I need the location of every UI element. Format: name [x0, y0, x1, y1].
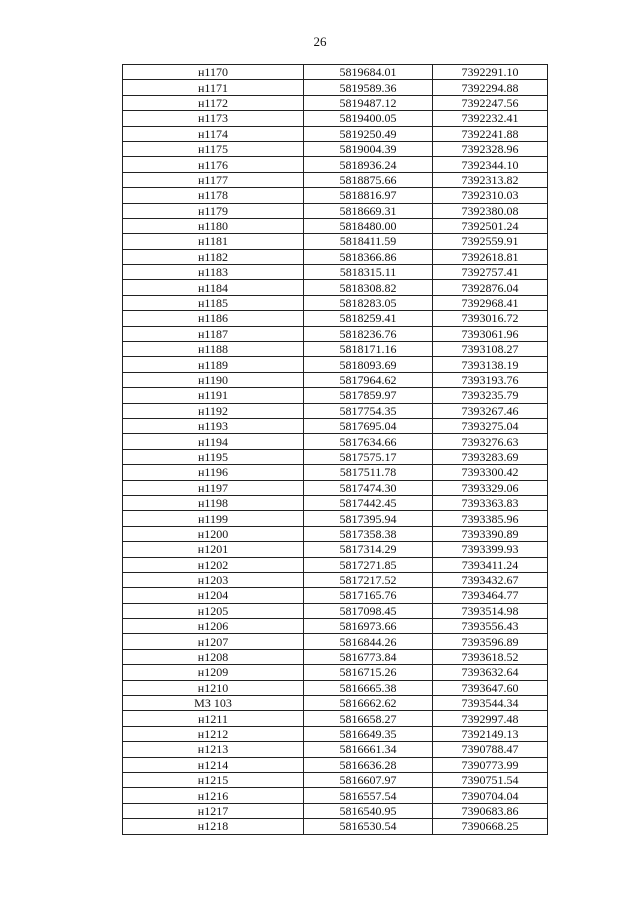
table-row: [123, 326, 548, 341]
y-coordinate-cell: 7392232.41: [433, 111, 548, 126]
x-coordinate-cell: 5817859.97: [304, 388, 433, 403]
table-row: [123, 726, 548, 741]
table-row: [123, 511, 548, 526]
x-coordinate-cell: 5818171.16: [304, 342, 433, 357]
y-coordinate-cell: 7392757.41: [433, 265, 548, 280]
table-row: [123, 65, 548, 80]
x-coordinate-cell: 5819004.39: [304, 141, 433, 156]
x-coordinate-cell: 5817511.78: [304, 465, 433, 480]
y-coordinate-cell: 7392968.41: [433, 295, 548, 310]
table-row: [123, 526, 548, 541]
table-row: [123, 141, 548, 156]
x-coordinate-cell: 5816773.84: [304, 649, 433, 664]
point-id-cell: н1212: [123, 726, 304, 741]
y-coordinate-cell: 7393411.24: [433, 557, 548, 572]
x-coordinate-cell: 5819250.49: [304, 126, 433, 141]
x-coordinate-cell: 5816844.26: [304, 634, 433, 649]
point-id-cell: н1191: [123, 388, 304, 403]
y-coordinate-cell: 7393193.76: [433, 372, 548, 387]
point-id-cell: н1204: [123, 588, 304, 603]
table-row: [123, 603, 548, 618]
point-id-cell: н1178: [123, 188, 304, 203]
table-row: [123, 588, 548, 603]
point-id-cell: н1172: [123, 95, 304, 110]
y-coordinate-cell: 7392313.82: [433, 172, 548, 187]
y-coordinate-cell: 7392310.03: [433, 188, 548, 203]
table-row: [123, 342, 548, 357]
y-coordinate-cell: 7390773.99: [433, 757, 548, 772]
point-id-cell: н1197: [123, 480, 304, 495]
x-coordinate-cell: 5816557.54: [304, 788, 433, 803]
x-coordinate-cell: 5818936.24: [304, 157, 433, 172]
point-id-cell: н1206: [123, 619, 304, 634]
table-row: [123, 619, 548, 634]
x-coordinate-cell: 5816658.27: [304, 711, 433, 726]
x-coordinate-cell: 5818411.59: [304, 234, 433, 249]
y-coordinate-cell: 7393544.34: [433, 696, 548, 711]
table-row: [123, 249, 548, 264]
table-row: [123, 757, 548, 772]
point-id-cell: н1174: [123, 126, 304, 141]
y-coordinate-cell: 7393514.98: [433, 603, 548, 618]
point-id-cell: н1183: [123, 265, 304, 280]
y-coordinate-cell: 7392247.56: [433, 95, 548, 110]
table-row: [123, 696, 548, 711]
x-coordinate-cell: 5816715.26: [304, 665, 433, 680]
x-coordinate-cell: 5818236.76: [304, 326, 433, 341]
table-row: [123, 280, 548, 295]
y-coordinate-cell: 7393363.83: [433, 495, 548, 510]
table-row: [123, 680, 548, 695]
table-row: [123, 788, 548, 803]
point-id-cell: МЗ 103: [123, 696, 304, 711]
table-row: [123, 434, 548, 449]
y-coordinate-cell: 7393390.89: [433, 526, 548, 541]
table-row: [123, 418, 548, 433]
x-coordinate-cell: 5816662.62: [304, 696, 433, 711]
table-row: [123, 388, 548, 403]
coordinates-table-body: [123, 65, 548, 835]
y-coordinate-cell: 7393283.69: [433, 449, 548, 464]
y-coordinate-cell: 7393267.46: [433, 403, 548, 418]
x-coordinate-cell: 5817634.66: [304, 434, 433, 449]
x-coordinate-cell: 5818093.69: [304, 357, 433, 372]
point-id-cell: н1176: [123, 157, 304, 172]
x-coordinate-cell: 5817098.45: [304, 603, 433, 618]
table-row: [123, 480, 548, 495]
table-row: [123, 80, 548, 95]
y-coordinate-cell: 7390683.86: [433, 803, 548, 818]
table-row: [123, 95, 548, 110]
y-coordinate-cell: 7390751.54: [433, 772, 548, 787]
table-row: [123, 711, 548, 726]
table-row: [123, 295, 548, 310]
y-coordinate-cell: 7392328.96: [433, 141, 548, 156]
x-coordinate-cell: 5817395.94: [304, 511, 433, 526]
table-row: [123, 772, 548, 787]
x-coordinate-cell: 5818875.66: [304, 172, 433, 187]
y-coordinate-cell: 7393061.96: [433, 326, 548, 341]
table-row: [123, 449, 548, 464]
table-row: [123, 188, 548, 203]
y-coordinate-cell: 7392997.48: [433, 711, 548, 726]
table-row: [123, 803, 548, 818]
table-row: [123, 218, 548, 233]
point-id-cell: н1177: [123, 172, 304, 187]
x-coordinate-cell: 5819589.36: [304, 80, 433, 95]
x-coordinate-cell: 5817442.45: [304, 495, 433, 510]
x-coordinate-cell: 5817314.29: [304, 542, 433, 557]
point-id-cell: н1200: [123, 526, 304, 541]
x-coordinate-cell: 5818283.05: [304, 295, 433, 310]
y-coordinate-cell: 7393556.43: [433, 619, 548, 634]
point-id-cell: н1213: [123, 742, 304, 757]
x-coordinate-cell: 5816540.95: [304, 803, 433, 818]
point-id-cell: н1188: [123, 342, 304, 357]
y-coordinate-cell: 7392559.91: [433, 234, 548, 249]
x-coordinate-cell: 5816636.28: [304, 757, 433, 772]
table-row: [123, 111, 548, 126]
point-id-cell: н1199: [123, 511, 304, 526]
y-coordinate-cell: 7392501.24: [433, 218, 548, 233]
y-coordinate-cell: 7393300.42: [433, 465, 548, 480]
point-id-cell: н1210: [123, 680, 304, 695]
y-coordinate-cell: 7390788.47: [433, 742, 548, 757]
x-coordinate-cell: 5818259.41: [304, 311, 433, 326]
x-coordinate-cell: 5818669.31: [304, 203, 433, 218]
x-coordinate-cell: 5816649.35: [304, 726, 433, 741]
table-row: [123, 357, 548, 372]
y-coordinate-cell: 7392618.81: [433, 249, 548, 264]
point-id-cell: н1218: [123, 819, 304, 834]
x-coordinate-cell: 5817964.62: [304, 372, 433, 387]
table-row: [123, 572, 548, 587]
x-coordinate-cell: 5818366.86: [304, 249, 433, 264]
point-id-cell: н1196: [123, 465, 304, 480]
x-coordinate-cell: 5817271.85: [304, 557, 433, 572]
point-id-cell: н1207: [123, 634, 304, 649]
y-coordinate-cell: 7392241.88: [433, 126, 548, 141]
y-coordinate-cell: 7393647.60: [433, 680, 548, 695]
x-coordinate-cell: 5818816.97: [304, 188, 433, 203]
point-id-cell: н1182: [123, 249, 304, 264]
y-coordinate-cell: 7393632.64: [433, 665, 548, 680]
page-number: 26: [313, 34, 327, 49]
y-coordinate-cell: 7393276.63: [433, 434, 548, 449]
x-coordinate-cell: 5816661.34: [304, 742, 433, 757]
point-id-cell: н1217: [123, 803, 304, 818]
y-coordinate-cell: 7393464.77: [433, 588, 548, 603]
point-id-cell: н1215: [123, 772, 304, 787]
point-id-cell: н1214: [123, 757, 304, 772]
table-row: [123, 311, 548, 326]
table-row: [123, 819, 548, 834]
x-coordinate-cell: 5816607.97: [304, 772, 433, 787]
point-id-cell: н1203: [123, 572, 304, 587]
x-coordinate-cell: 5817165.76: [304, 588, 433, 603]
point-id-cell: н1185: [123, 295, 304, 310]
y-coordinate-cell: 7392344.10: [433, 157, 548, 172]
point-id-cell: н1201: [123, 542, 304, 557]
table-row: [123, 649, 548, 664]
table-row: [123, 742, 548, 757]
x-coordinate-cell: 5817358.38: [304, 526, 433, 541]
point-id-cell: н1209: [123, 665, 304, 680]
coordinates-table: [122, 64, 548, 835]
point-id-cell: н1184: [123, 280, 304, 295]
point-id-cell: н1180: [123, 218, 304, 233]
x-coordinate-cell: 5817474.30: [304, 480, 433, 495]
point-id-cell: н1195: [123, 449, 304, 464]
table-row: [123, 126, 548, 141]
point-id-cell: н1205: [123, 603, 304, 618]
y-coordinate-cell: 7393016.72: [433, 311, 548, 326]
table-row: [123, 203, 548, 218]
y-coordinate-cell: 7392291.10: [433, 65, 548, 80]
y-coordinate-cell: 7393618.52: [433, 649, 548, 664]
table-row: [123, 542, 548, 557]
x-coordinate-cell: 5819400.05: [304, 111, 433, 126]
point-id-cell: н1186: [123, 311, 304, 326]
y-coordinate-cell: 7393275.04: [433, 418, 548, 433]
x-coordinate-cell: 5817754.35: [304, 403, 433, 418]
y-coordinate-cell: 7393596.89: [433, 634, 548, 649]
table-row: [123, 557, 548, 572]
point-id-cell: н1173: [123, 111, 304, 126]
table-row: [123, 634, 548, 649]
x-coordinate-cell: 5816665.38: [304, 680, 433, 695]
point-id-cell: н1216: [123, 788, 304, 803]
y-coordinate-cell: 7392149.13: [433, 726, 548, 741]
x-coordinate-cell: 5817575.17: [304, 449, 433, 464]
point-id-cell: н1187: [123, 326, 304, 341]
x-coordinate-cell: 5817217.52: [304, 572, 433, 587]
y-coordinate-cell: 7393432.67: [433, 572, 548, 587]
y-coordinate-cell: 7393329.06: [433, 480, 548, 495]
table-row: [123, 495, 548, 510]
point-id-cell: н1175: [123, 141, 304, 156]
table-row: [123, 157, 548, 172]
x-coordinate-cell: 5818480.00: [304, 218, 433, 233]
point-id-cell: н1189: [123, 357, 304, 372]
table-row: [123, 403, 548, 418]
point-id-cell: н1211: [123, 711, 304, 726]
x-coordinate-cell: 5819684.01: [304, 65, 433, 80]
table-row: [123, 665, 548, 680]
y-coordinate-cell: 7393399.93: [433, 542, 548, 557]
point-id-cell: н1190: [123, 372, 304, 387]
y-coordinate-cell: 7390704.04: [433, 788, 548, 803]
y-coordinate-cell: 7393235.79: [433, 388, 548, 403]
x-coordinate-cell: 5819487.12: [304, 95, 433, 110]
y-coordinate-cell: 7392380.08: [433, 203, 548, 218]
point-id-cell: н1194: [123, 434, 304, 449]
point-id-cell: н1208: [123, 649, 304, 664]
y-coordinate-cell: 7392876.04: [433, 280, 548, 295]
y-coordinate-cell: 7393385.96: [433, 511, 548, 526]
point-id-cell: н1192: [123, 403, 304, 418]
point-id-cell: н1193: [123, 418, 304, 433]
y-coordinate-cell: 7392294.88: [433, 80, 548, 95]
x-coordinate-cell: 5818315.11: [304, 265, 433, 280]
point-id-cell: н1171: [123, 80, 304, 95]
point-id-cell: н1198: [123, 495, 304, 510]
table-row: [123, 172, 548, 187]
point-id-cell: н1202: [123, 557, 304, 572]
x-coordinate-cell: 5816973.66: [304, 619, 433, 634]
table-row: [123, 234, 548, 249]
y-coordinate-cell: 7390668.25: [433, 819, 548, 834]
x-coordinate-cell: 5817695.04: [304, 418, 433, 433]
x-coordinate-cell: 5818308.82: [304, 280, 433, 295]
point-id-cell: н1179: [123, 203, 304, 218]
y-coordinate-cell: 7393108.27: [433, 342, 548, 357]
point-id-cell: н1181: [123, 234, 304, 249]
point-id-cell: н1170: [123, 65, 304, 80]
table-row: [123, 372, 548, 387]
table-row: [123, 265, 548, 280]
x-coordinate-cell: 5816530.54: [304, 819, 433, 834]
y-coordinate-cell: 7393138.19: [433, 357, 548, 372]
table-row: [123, 465, 548, 480]
